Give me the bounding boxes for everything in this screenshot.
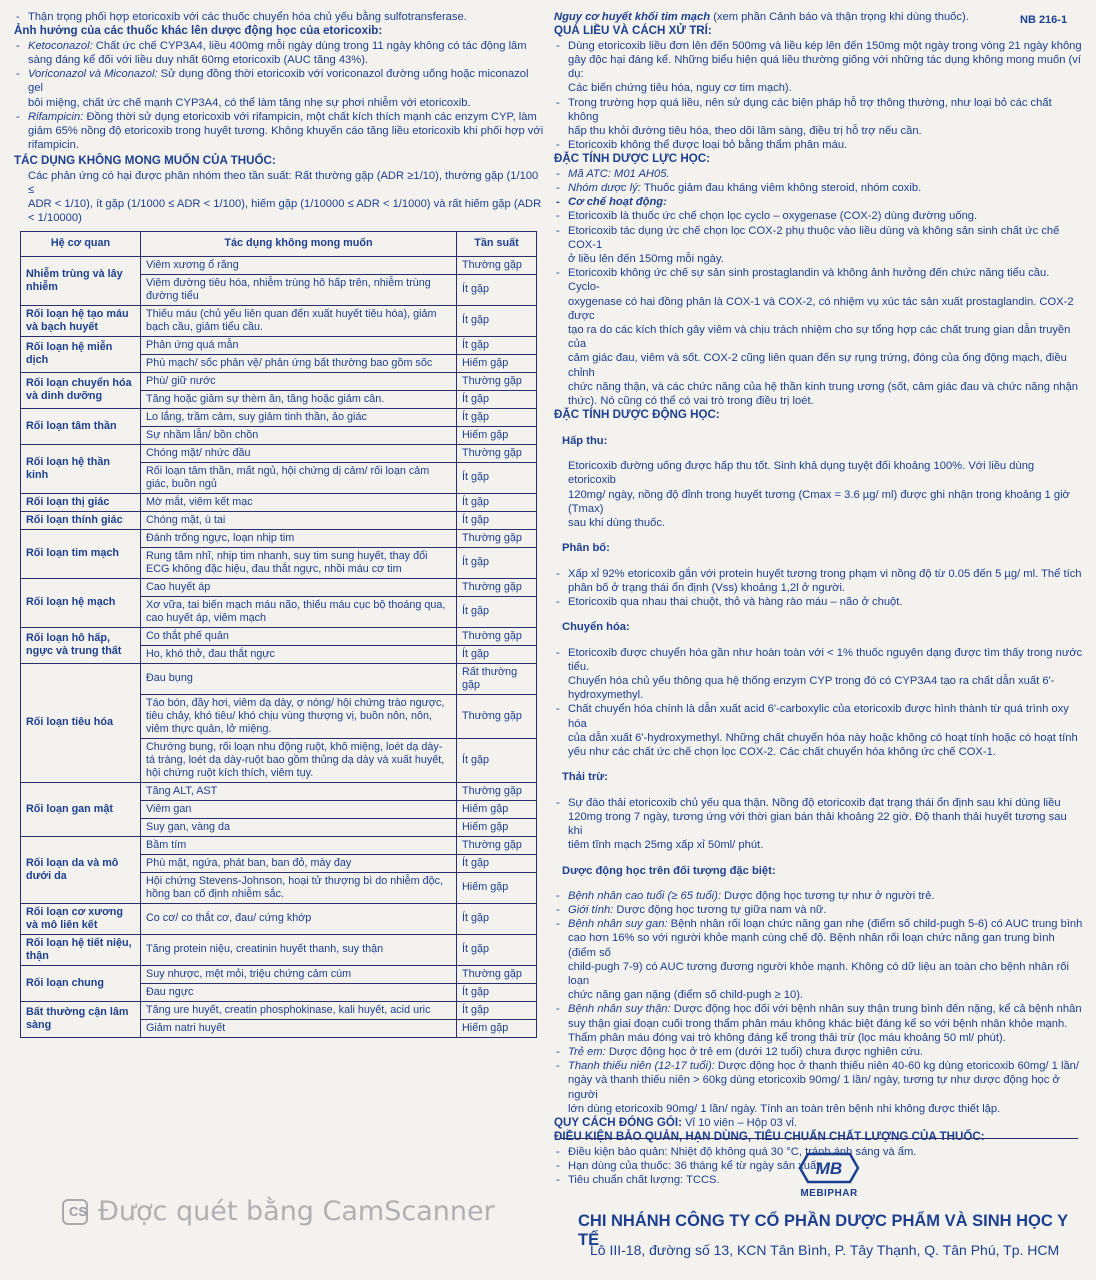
effect-cell: Xơ vữa, tai biến mạch máu não, thiếu máu cục bộ thoáng qua, cao huyết áp, viêm mạch [141, 596, 457, 627]
sp-elderly-term: Bệnh nhân cao tuổi (≥ 65 tuổi): [568, 889, 721, 902]
sp-adolescents [554, 1059, 1084, 1073]
organ-cell: Rối loạn hệ thần kinh [21, 444, 141, 493]
left-column [14, 10, 544, 1038]
organ-cell: Rối loạn hệ miễn dịch [21, 336, 141, 372]
frequency-cell: Thường gặp [457, 529, 537, 547]
cv-risk-term: Nguy cơ huyết khối tim mạch [554, 11, 711, 23]
sp-hepatic-l1: Bệnh nhân rối loạn chức năng gan nhẹ (điểm số child-pugh 5-6) có AUC trung bình [667, 918, 1083, 931]
sp-renal-l2: suy thận giai đoạn cuối trong thẩm phân máu không khác biệt đáng kể so với bệnh nhân khỏe mạnh. [568, 1017, 1068, 1030]
cv-risk-rest: (xem phần Cảnh báo và thận trọng khi dùng thuốc). [710, 11, 969, 23]
effect-cell: Bầm tím [141, 836, 457, 854]
sp-elderly-text: Dược động học tương tự như ở người trẻ. [720, 889, 935, 902]
atc-code: - Mã ATC: M01 AH05. [554, 167, 1084, 181]
effect-cell: Tăng hoặc giảm sự thèm ăn, tăng hoặc giảm cân. [141, 390, 457, 408]
sp-children-term: Trẻ em: [568, 1045, 606, 1058]
frequency-cell: Hiếm gặp [457, 800, 537, 818]
pd-b3-l5: chức năng thận, và các chức năng của hệ thần kinh trung ương (sốt, cảm giác đau và chức năng nhận [568, 380, 1078, 393]
organ-cell: Rối loạn chuyển hóa và dinh dưỡng [21, 372, 141, 408]
header-effect: Tác dụng không mong muốn [141, 231, 457, 256]
effect-cell: Co thắt phế quản [141, 627, 457, 645]
pd-b2-l1: - Etoricoxib tác dụng ức chế chọn lọc COX-2 phụ thuộc vào liều dùng và không sản sinh chất ức chế COX-1 [554, 224, 1084, 252]
sp-renal [554, 1002, 1084, 1016]
pharm-group [554, 181, 1084, 195]
dist-b2: - Etoricoxib qua nhau thai chuột, thỏ và hàng rào máu – não ở chuột. [554, 595, 1084, 609]
effect-cell: Tăng ALT, AST [141, 782, 457, 800]
effect-cell: Sự nhầm lẫn/ bồn chồn [141, 426, 457, 444]
mebiphar-logo-icon [798, 1150, 860, 1186]
effect-cell: Đau bụng [141, 663, 457, 694]
frequency-cell: Ít gặp [457, 596, 537, 627]
frequency-cell: Thường gặp [457, 782, 537, 800]
met-b2-l3: yếu như các chất ức chế chọn lọc COX-2. Các chất chuyển hóa không ức chế COX-1. [568, 745, 996, 758]
exc-l1: - Sự đào thải etoricoxib chủ yếu qua thận. Nồng độ etoricoxib đạt trạng thái ổn định sau khi dùng liều [554, 796, 1084, 810]
met-b2-l1: - Chất chuyển hóa chính là dẫn xuất acid 6'-carboxylic của etoricoxib được hình thành từ quá trình oxy hóa [554, 702, 1084, 730]
keto-para [14, 39, 544, 53]
effect-cell: Rối loạn tâm thần, mất ngủ, hội chứng dị cảm/ rối loạn cảm giác, buồn ngủ [141, 462, 457, 493]
overdose-heading: QUÁ LIỀU VÀ CÁCH XỬ TRÍ: [554, 24, 712, 38]
met-b1-l2: Chuyển hóa chủ yếu thông qua hệ thống enzym CYP trong đó có CYP3A4 tạo ra chất dẫn xuất 6'- [568, 674, 1055, 687]
company-address: Lô III-18, đường số 13, KCN Tân Bình, P. Tây Thạnh, Q. Tân Phú, Tp. HCM [590, 1242, 1060, 1258]
packaging-text: Vỉ 10 viên – Hộp 03 vỉ. [681, 1116, 798, 1129]
organ-cell: Rối loạn hệ mạch [21, 578, 141, 627]
adverse-effects-heading: TÁC DỤNG KHÔNG MONG MUỐN CỦA THUỐC: [14, 154, 276, 168]
camscanner-icon-text: CS [69, 1204, 88, 1219]
dist-b1-l2: phân bố ở trạng thái ổn định (Vss) khoảng 1,2l ở người. [568, 581, 846, 594]
table-row [21, 782, 537, 800]
sp-gender [554, 903, 1084, 917]
frequency-cell: Hiếm gặp [457, 1019, 537, 1037]
vori-term: Voriconazol và Miconazol: [28, 68, 158, 81]
table-row [21, 493, 537, 511]
frequency-cell: Ít gặp [457, 903, 537, 934]
absorption-heading: Hấp thu: [562, 434, 608, 447]
frequency-cell: Ít gặp [457, 493, 537, 511]
table-row [21, 836, 537, 854]
organ-cell: Rối loạn tiêu hóa [21, 663, 141, 782]
table-row [21, 372, 537, 390]
frequency-cell: Thường gặp [457, 256, 537, 274]
sp-gender-term: Giới tính: [568, 903, 614, 916]
rif-para [14, 110, 544, 124]
table-header-row [21, 231, 537, 256]
rif-l2: giảm 65% nồng độ etoricoxib trong huyết tương. Không khuyến cáo tăng liều etoricoxib khi phối hợp với [28, 124, 544, 137]
table-row [21, 408, 537, 426]
abs-l1: Etoricoxib đường uống được hấp thu tốt. Sinh khả dụng tuyệt đối khoảng 100%. Với liều dùng etoricoxib [568, 460, 1035, 487]
sp-hepatic-l3: child-pugh 7-9) có AUC tương đương người khỏe mạnh. Không có dữ liệu an toàn cho bệnh nhân rối loạn [568, 960, 1070, 987]
footer-divider [560, 1138, 1078, 1139]
organ-cell: Rối loạn gan mật [21, 782, 141, 836]
sp-renal-term: Bệnh nhân suy thận: [568, 1003, 671, 1016]
effect-cell: Chướng bụng, rối loạn nhu động ruột, khô miệng, loét dạ dày-tá tràng, loét dạ dày-ruột bao gồm thủng dạ dày và xuất huyết, hội chứng ruột kích thích, viêm tụy. [141, 738, 457, 782]
frequency-cell: Ít gặp [457, 511, 537, 529]
pd-b3-l1: - Etoricoxib không ức chế sự sản sinh prostaglandin và không ảnh hưởng đến chức năng tiểu cầu. Cyclo- [554, 266, 1084, 294]
effect-cell: Rung tâm nhĩ, nhịp tim nhanh, suy tim sung huyết, thay đổi ECG không đặc hiệu, đau thắt ngực, nhồi máu cơ tim [141, 547, 457, 578]
organ-cell: Rối loạn hô hấp, ngực và trung thất [21, 627, 141, 663]
sp-adolescents-term: Thanh thiếu niên (12-17 tuổi): [568, 1060, 715, 1073]
vori-para [14, 67, 544, 95]
effect-cell: Cao huyết áp [141, 578, 457, 596]
od-b3: - Etoricoxib không thể được loại bỏ bằng thẩm phân máu. [554, 138, 1084, 152]
abs-l2: 120mg/ ngày, nồng độ đỉnh trong huyết tương (Cmax = 3.6 µg/ ml) được ghi nhận trong khoảng 1 giờ (Tmax) [568, 488, 1070, 515]
effect-cell: Viêm đường tiêu hóa, nhiễm trùng hô hấp trên, nhiễm trùng đường tiểu [141, 274, 457, 305]
effect-cell: Phản ứng quá mẫn [141, 336, 457, 354]
header-organ: Hệ cơ quan [21, 231, 141, 256]
sp-hepatic [554, 917, 1084, 931]
effect-cell: Chóng mặt, ù tai [141, 511, 457, 529]
ae-intro-l3: < 1/10000) [28, 212, 82, 225]
ae-intro-l1: Các phản ứng có hại được phân nhóm theo tần suất: Rất thường gặp (ADR ≥1/10), thường gặp (1/100 ≤ [28, 169, 539, 197]
organ-cell: Rối loạn cơ xương và mô liên kết [21, 903, 141, 934]
special-pop-heading: Dược động học trên đối tượng đặc biệt: [562, 864, 776, 877]
frequency-cell: Ít gặp [457, 1001, 537, 1019]
document-code: NB 216-1 [1020, 14, 1068, 26]
effect-cell: Táo bón, đầy hơi, viêm dạ dày, ợ nóng/ hội chứng trào ngược, tiêu chảy, khó tiêu/ khó chịu vùng thượng vị, buồn nôn, nôn, viêm thực quản, lở miệng. [141, 694, 457, 738]
frequency-cell: Ít gặp [457, 305, 537, 336]
frequency-cell: Ít gặp [457, 408, 537, 426]
effect-cell: Co cơ/ co thắt cơ, đau/ cứng khớp [141, 903, 457, 934]
sp-children-text: Dược động học ở trẻ em (dưới 12 tuổi) chưa được nghiên cứu. [605, 1045, 924, 1058]
frequency-cell: Ít gặp [457, 738, 537, 782]
frequency-cell: Thường gặp [457, 694, 537, 738]
frequency-cell: Ít gặp [457, 390, 537, 408]
table-row [21, 256, 537, 274]
pd-b3-l3: tạo ra do các kích thích gây viêm và chịu trách nhiệm cho sự tổng hợp các chất trung gian dẫn truyền của [568, 324, 1071, 351]
adverse-effects-table [20, 231, 537, 1038]
mebiphar-logo [792, 1150, 866, 1208]
sp-renal-l3: Thẩm phân máu đóng vai trò không đáng kể trong thải trừ (lọc máu khoảng 50 ml/ phút). [568, 1031, 1006, 1044]
effect-cell: Đánh trống ngực, loạn nhịp tim [141, 529, 457, 547]
table-row [21, 903, 537, 934]
od-b1-l3: Các biến chứng tiêu hóa, nguy cơ tim mạch). [568, 82, 792, 95]
mechanism-heading: - Cơ chế hoạt động: [554, 195, 1084, 209]
frequency-cell: Thường gặp [457, 965, 537, 983]
frequency-cell: Thường gặp [457, 444, 537, 462]
pd-b2-l2: ở liều lên đến 150mg mỗi ngày. [568, 253, 724, 266]
organ-cell: Rối loạn tim mạch [21, 529, 141, 578]
od-b2-l1: - Trong trường hợp quá liều, nên sử dụng các biện pháp hỗ trợ thông thường, như loại bỏ các chất không [554, 96, 1084, 124]
pharm-group-rest: Thuốc giảm đau kháng viêm không steroid, nhóm coxib. [640, 182, 922, 195]
camscanner-watermark: Được quét bằng CamScanner [98, 1196, 495, 1227]
right-column [554, 10, 1084, 1188]
od-b1-l1: - Dùng etoricoxib liều đơn lên đến 500mg và liều kép lên đến 150mg một ngày trong vòng 21 ngày không [554, 39, 1084, 53]
table-row [21, 336, 537, 354]
exc-l2: 120mg trong 7 ngày, tương ứng với thời gian bán thải khoảng 22 giờ. Độ thanh thải huyết tương sau khi [568, 810, 1067, 837]
effect-cell: Suy nhược, mệt mỏi, triệu chứng cảm cúm [141, 965, 457, 983]
abs-l3: sau khi dùng thuốc. [568, 516, 666, 529]
vori-l1: Sử dụng đồng thời etoricoxib với voriconazol đường uống hoặc miconazol gel [28, 68, 529, 95]
rif-l3: rifampicin. [28, 139, 79, 152]
table-row [21, 627, 537, 645]
frequency-cell: Hiếm gặp [457, 354, 537, 372]
frequency-cell: Hiếm gặp [457, 818, 537, 836]
table-row [21, 305, 537, 336]
organ-cell: Bất thường cận lâm sàng [21, 1001, 141, 1037]
frequency-cell: Ít gặp [457, 462, 537, 493]
frequency-cell: Ít gặp [457, 645, 537, 663]
sp-hepatic-l4: chức năng gan nặng (điểm số child-pugh ≥ 10). [568, 989, 804, 1002]
shelf-life: - Hạn dùng của thuốc: 36 tháng kể từ ngày sản xuất. [554, 1159, 1084, 1173]
table-row [21, 444, 537, 462]
organ-cell: Nhiễm trùng và lây nhiễm [21, 256, 141, 305]
effect-cell: Suy gan, vàng da [141, 818, 457, 836]
distribution-heading: Phân bố: [562, 542, 610, 555]
rif-l1: Đồng thời sử dụng etoricoxib với rifampicin, một chất kích thích mạnh các enzym CYP, làm [83, 110, 537, 123]
organ-cell: Rối loạn hệ tiết niệu, thận [21, 934, 141, 965]
table-row [21, 1001, 537, 1019]
frequency-cell: Ít gặp [457, 274, 537, 305]
table-row [21, 529, 537, 547]
packaging-heading: QUY CÁCH ĐÓNG GÓI: [554, 1115, 682, 1129]
effect-cell: Tăng ure huyết, creatin phosphokinase, kali huyết, acid uric [141, 1001, 457, 1019]
intro-bullet: - Thận trọng phối hợp etoricoxib với các thuốc chuyển hóa chủ yếu bằng sulfotransferase. [14, 10, 544, 24]
effect-cell: Giảm natri huyết [141, 1019, 457, 1037]
pd-b3-l6: thức). Nó cũng có thể có vai trò trong điều trị loét. [568, 395, 814, 408]
sp-hepatic-l2: cao hơn 16% so với người khỏe mạnh cùng chế độ. Bệnh nhân rối loạn chức năng gan trung bình (điểm số [568, 932, 1055, 959]
pharm-group-term: Nhóm dược lý: [568, 182, 641, 195]
logo-mark: MB [815, 1159, 843, 1178]
met-b1-l3: hydroxymethyl. [568, 689, 644, 702]
frequency-cell: Rất thường gặp [457, 663, 537, 694]
effect-cell: Chóng mặt/ nhức đầu [141, 444, 457, 462]
camscanner-icon [62, 1199, 88, 1225]
metabolism-heading: Chuyển hóa: [562, 621, 630, 634]
pharmacodynamics-heading: ĐẶC TÍNH DƯỢC LỰC HỌC: [554, 152, 711, 166]
frequency-cell: Ít gặp [457, 854, 537, 872]
organ-cell: Rối loạn hệ tạo máu và bạch huyết [21, 305, 141, 336]
organ-cell: Rối loạn thị giác [21, 493, 141, 511]
cv-risk-line [554, 10, 1084, 24]
keto-l2: sàng đáng kể đối với liều duy nhất 60mg etoricoxib (AUC tăng 43%). [28, 53, 369, 66]
effect-cell: Viêm xương ổ răng [141, 256, 457, 274]
sp-elderly [554, 889, 1084, 903]
od-b1-l2: gây độc hại đáng kể. Những biểu hiện quá liều thường giống với những tác dụng không mong muốn (ví dụ: [568, 53, 1081, 81]
effect-cell: Mờ mắt, viêm kết mạc [141, 493, 457, 511]
vori-l2: bôi miệng, chất ức chế mạnh CYP3A4, có thể làm tăng nhẹ sự phơi nhiễm với etoricoxib. [28, 96, 471, 109]
packaging-line [554, 1116, 1084, 1131]
table-row [21, 965, 537, 983]
met-b2-l2: của dẫn xuất 6'-hydroxymethyl. Những chất chuyển hóa này hoặc không có hoạt tính hoặc có hoạt tính [568, 731, 1078, 744]
frequency-cell: Thường gặp [457, 627, 537, 645]
frequency-cell: Thường gặp [457, 372, 537, 390]
dist-b1-l1: - Xấp xỉ 92% etoricoxib gắn với protein huyết tương trong phạm vi nồng độ từ 0.05 đến 5 µg/ ml. Thể tích [554, 567, 1084, 581]
sp-children [554, 1045, 1084, 1059]
sp-adolescents-l2: ngày và thanh thiếu niên > 60kg dùng etoricoxib 90mg/ 1 lần/ ngày, tương tự như dược động học ở người [568, 1074, 1060, 1101]
frequency-cell: Hiếm gặp [457, 426, 537, 444]
effect-cell: Phù/ giữ nước [141, 372, 457, 390]
effect-cell: Phù mạch/ sốc phản vệ/ phản ứng bất thường bao gồm sốc [141, 354, 457, 372]
organ-cell: Rối loạn tâm thần [21, 408, 141, 444]
table-row [21, 663, 537, 694]
quality-standard: - Tiêu chuẩn chất lượng: TCCS. [554, 1173, 1084, 1187]
ae-intro-l2: ADR < 1/10), ít gặp (1/1000 ≤ ADR < 1/100), hiếm gặp (1/10000 ≤ ADR < 1/1000) và rất hiếm gặp (ADR [28, 198, 542, 211]
frequency-cell: Ít gặp [457, 547, 537, 578]
storage-heading: ĐIỀU KIỆN BẢO QUẢN, HẠN DÙNG, TIÊU CHUẨN CHẤT LƯỢNG CỦA THUỐC: [554, 1130, 985, 1144]
effect-cell: Phù mặt, ngứa, phát ban, ban đỏ, mày đay [141, 854, 457, 872]
excretion-heading: Thải trừ: [562, 771, 609, 784]
table-body [21, 256, 537, 1037]
effect-cell: Tăng protein niệu, creatinin huyết thanh, suy thận [141, 934, 457, 965]
pd-b3-l2: oxygenase có hai đồng phân là COX-1 và COX-2, có nhiệm vụ xúc tác sản xuất prostaglandin. COX-2 được [568, 295, 1074, 322]
sp-renal-l1: Dược động học đối với bệnh nhân suy thận trung bình đến nặng, kể cả bệnh nhân [670, 1003, 1082, 1016]
frequency-cell: Ít gặp [457, 336, 537, 354]
table-row [21, 934, 537, 965]
effect-cell: Hội chứng Stevens-Johnson, hoại tử thượng bì do nhiễm độc, hồng ban cố định nhiễm sắc. [141, 872, 457, 903]
frequency-cell: Hiếm gặp [457, 872, 537, 903]
exc-l3: tiêm tĩnh mạch 25mg xấp xỉ 50ml/ phút. [568, 839, 764, 852]
sp-adolescents-l3: lớn dùng etoricoxib 90mg/ 1 lần/ ngày. Tính an toàn trên bệnh nhi không được thiết lập. [568, 1102, 1001, 1115]
frequency-cell: Ít gặp [457, 934, 537, 965]
effect-cell: Lo lắng, trầm cảm, suy giảm tinh thần, ảo giác [141, 408, 457, 426]
sp-gender-text: Dược động học tương tự giữa nam và nữ. [613, 903, 827, 916]
pharmacokinetics-heading: ĐẶC TÍNH DƯỢC ĐỘNG HỌC: [554, 408, 720, 422]
frequency-cell: Thường gặp [457, 578, 537, 596]
effect-cell: Thiếu máu (chủ yếu liên quan đến xuất huyết tiêu hóa), giảm bạch cầu, giảm tiểu cầu. [141, 305, 457, 336]
keto-term: Ketoconazol: [28, 39, 93, 52]
effect-cell: Ho, khó thở, đau thắt ngực [141, 645, 457, 663]
table-row [21, 578, 537, 596]
pd-b1: - Etoricoxib là thuốc ức chế chọn lọc cyclo – oxygenase (COX-2) dùng đường uống. [554, 209, 1084, 223]
frequency-cell: Thường gặp [457, 836, 537, 854]
effect-cell: Viêm gan [141, 800, 457, 818]
organ-cell: Rối loạn thính giác [21, 511, 141, 529]
drug-effects-heading: Ảnh hưởng của các thuốc khác lên dược động học của etoricoxib: [14, 24, 383, 38]
organ-cell: Rối loạn da và mô dưới da [21, 836, 141, 903]
logo-name: MEBIPHAR [800, 1188, 858, 1199]
company-name: CHI NHÁNH CÔNG TY CỔ PHẦN DƯỢC PHẨM VÀ SINH HỌC Y TẾ [578, 1212, 1068, 1249]
table-row [21, 511, 537, 529]
od-b2-l2: hấp thu khỏi đường tiêu hóa, theo dõi lâm sàng, điều trị hỗ trợ nếu cần. [568, 124, 922, 137]
frequency-cell: Ít gặp [457, 983, 537, 1001]
organ-cell: Rối loạn chung [21, 965, 141, 1001]
met-b1-l1: - Etoricoxib được chuyển hóa gần như hoàn toàn với < 1% thuốc nguyên dạng được tìm thấy trong nước tiểu. [554, 646, 1084, 674]
rif-term: Rifampicin: [28, 110, 84, 123]
effect-cell: Đau ngực [141, 983, 457, 1001]
sp-hepatic-term: Bệnh nhân suy gan: [568, 918, 668, 931]
pd-b3-l4: cảm giác đau, viêm và sốt. COX-2 cũng liên quan đến sự rụng trứng, đóng của ống động mạch, điều chỉnh [568, 352, 1067, 379]
header-frequency: Tần suất [457, 231, 537, 256]
storage-conditions: - Điều kiện bảo quản: Nhiệt độ không quá 30 °C, tránh ánh sáng và ẩm. [554, 1145, 1084, 1159]
keto-l1: Chất ức chế CYP3A4, liều 400mg mỗi ngày dùng trong 11 ngày không có tác động lâm [92, 39, 527, 52]
sp-adolescents-l1: Dược động học ở thanh thiếu niên 40-60 kg dùng etoricoxib 60mg/ 1 lần/ [714, 1060, 1080, 1073]
